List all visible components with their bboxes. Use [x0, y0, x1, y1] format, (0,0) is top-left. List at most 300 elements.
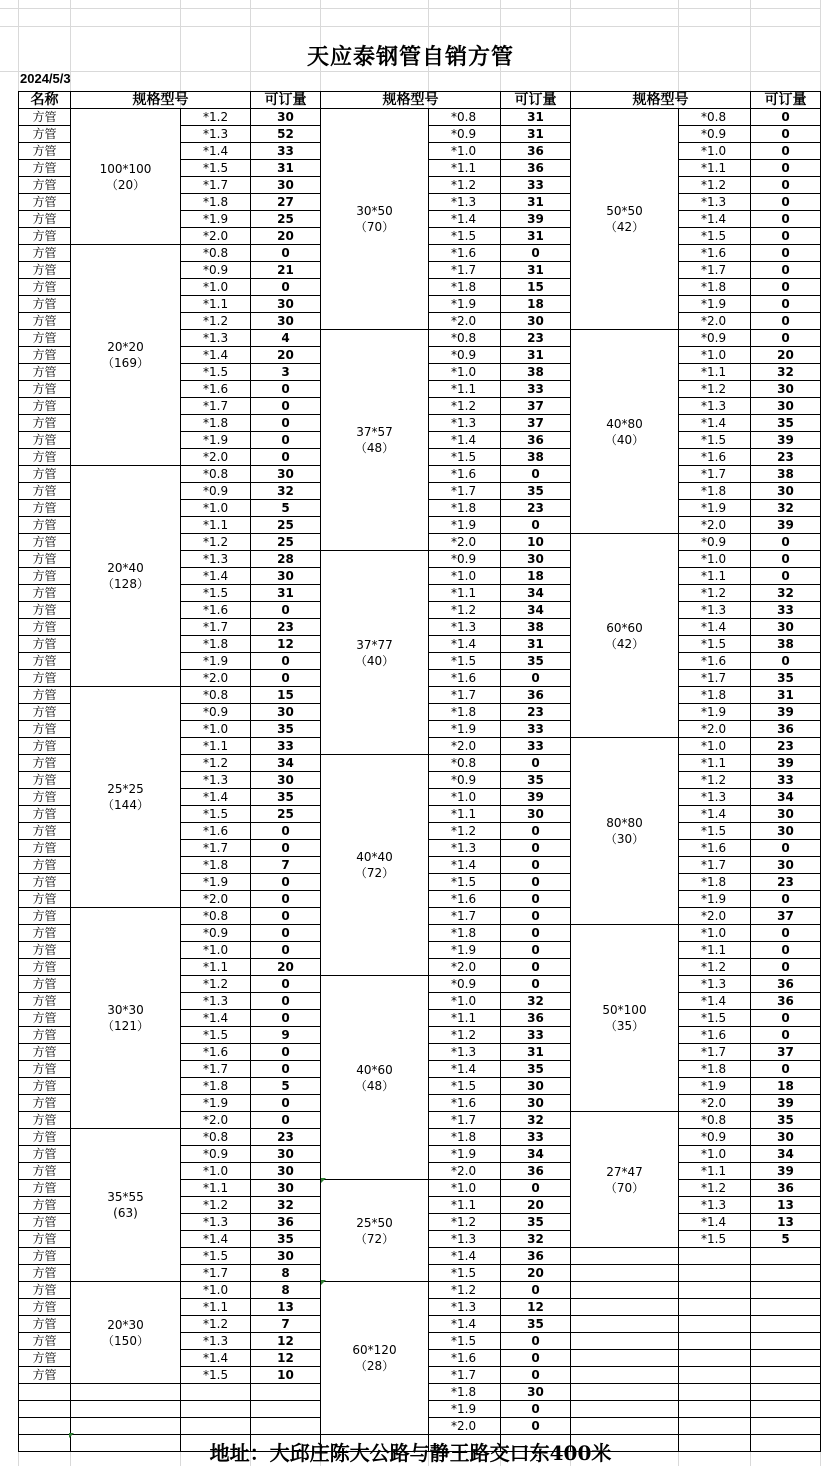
- thickness-cell: *1.3: [181, 1333, 251, 1350]
- quantity-cell: 0: [501, 1418, 571, 1435]
- quantity-cell: 33: [251, 143, 321, 160]
- quantity-cell: 23: [751, 449, 821, 466]
- thickness-cell: *1.9: [429, 942, 501, 959]
- quantity-cell: 25: [251, 211, 321, 228]
- quantity-cell: 32: [501, 1112, 571, 1129]
- quantity-cell: 25: [251, 534, 321, 551]
- item-name-cell: 方管: [19, 585, 71, 602]
- spec-total: （48）: [354, 1078, 395, 1093]
- spec-total: （28）: [354, 1359, 395, 1373]
- quantity-cell: 0: [501, 976, 571, 993]
- quantity-cell: 0: [501, 908, 571, 925]
- spec-total: （42）: [604, 220, 645, 234]
- quantity-cell: 39: [501, 789, 571, 806]
- quantity-cell: 0: [751, 296, 821, 313]
- thickness-cell: *1.6: [429, 466, 501, 483]
- thickness-cell: *1.1: [429, 381, 501, 398]
- item-name-cell: 方管: [19, 296, 71, 313]
- header-spec-2: 规格型号: [321, 92, 501, 109]
- thickness-cell: *2.0: [429, 534, 501, 551]
- quantity-cell: 30: [251, 177, 321, 194]
- thickness-cell: *1.7: [181, 840, 251, 857]
- thickness-cell: *1.6: [679, 245, 751, 262]
- thickness-cell: *1.3: [181, 772, 251, 789]
- spec-size: 80*80: [606, 816, 643, 830]
- thickness-cell: *0.9: [181, 1146, 251, 1163]
- thickness-cell: *1.6: [429, 670, 501, 687]
- thickness-cell: *0.8: [679, 109, 751, 126]
- quantity-cell: 23: [501, 704, 571, 721]
- thickness-cell: *0.9: [181, 704, 251, 721]
- quantity-cell: 0: [251, 925, 321, 942]
- thickness-cell: *1.1: [429, 1197, 501, 1214]
- quantity-cell: 32: [751, 585, 821, 602]
- item-name-cell: 方管: [19, 245, 71, 262]
- table-header-row: [19, 92, 821, 109]
- spec-total: （128）: [102, 577, 149, 591]
- quantity-cell: 32: [501, 993, 571, 1010]
- thickness-cell: *0.9: [429, 772, 501, 789]
- item-name-cell: 方管: [19, 721, 71, 738]
- item-name-cell: 方管: [19, 1010, 71, 1027]
- thickness-cell: *1.5: [181, 1367, 251, 1384]
- thickness-cell: *1.2: [679, 381, 751, 398]
- item-name-cell: 方管: [19, 262, 71, 279]
- thickness-cell: *1.2: [679, 177, 751, 194]
- item-name-cell: 方管: [19, 636, 71, 653]
- quantity-cell: 33: [501, 381, 571, 398]
- quantity-cell: 0: [251, 1010, 321, 1027]
- spec-size: 37*57: [356, 425, 393, 439]
- thickness-cell: *2.0: [429, 1418, 501, 1435]
- thickness-cell: *1.1: [181, 959, 251, 976]
- item-name-cell: 方管: [19, 1248, 71, 1265]
- thickness-cell: *1.0: [429, 568, 501, 585]
- item-name-cell: 方管: [19, 789, 71, 806]
- quantity-cell: 23: [751, 738, 821, 755]
- thickness-cell: *0.8: [181, 908, 251, 925]
- empty-cell: [571, 1299, 679, 1316]
- thickness-cell: *1.9: [679, 500, 751, 517]
- thickness-cell: *1.0: [679, 551, 751, 568]
- quantity-cell: 0: [751, 942, 821, 959]
- quantity-cell: 0: [251, 432, 321, 449]
- quantity-cell: 30: [251, 1163, 321, 1180]
- quantity-cell: 7: [251, 857, 321, 874]
- quantity-cell: 39: [751, 1163, 821, 1180]
- spec-total: (63): [113, 1206, 138, 1220]
- spec-total: （144）: [102, 798, 149, 812]
- quantity-cell: 0: [501, 517, 571, 534]
- address-footer: 地址：大邱庄陈大公路与静王路交口东400米: [209, 1441, 612, 1465]
- quantity-cell: 18: [501, 296, 571, 313]
- quantity-cell: 0: [501, 1180, 571, 1197]
- spec-group-cell: [571, 925, 679, 1112]
- thickness-cell: *1.0: [429, 1180, 501, 1197]
- thickness-cell: *1.7: [679, 857, 751, 874]
- quantity-cell: 34: [501, 602, 571, 619]
- quantity-cell: 31: [501, 347, 571, 364]
- thickness-cell: *1.9: [181, 211, 251, 228]
- quantity-cell: 30: [251, 313, 321, 330]
- thickness-cell: *0.8: [429, 330, 501, 347]
- empty-cell: [571, 1350, 679, 1367]
- item-name-cell: 方管: [19, 398, 71, 415]
- item-name-cell: 方管: [19, 942, 71, 959]
- thickness-cell: *1.0: [181, 500, 251, 517]
- quantity-cell: 38: [501, 364, 571, 381]
- spec-total: （72）: [354, 866, 395, 880]
- spec-group-cell: [71, 687, 181, 908]
- quantity-cell: 36: [501, 160, 571, 177]
- thickness-cell: *2.0: [679, 721, 751, 738]
- quantity-cell: 0: [751, 1010, 821, 1027]
- item-name-cell: 方管: [19, 1061, 71, 1078]
- quantity-cell: 31: [501, 262, 571, 279]
- spec-group-cell: [321, 109, 429, 330]
- quantity-cell: 0: [251, 1044, 321, 1061]
- quantity-cell: 15: [501, 279, 571, 296]
- thickness-cell: *1.3: [679, 789, 751, 806]
- thickness-cell: *1.6: [181, 381, 251, 398]
- thickness-cell: *1.0: [429, 364, 501, 381]
- empty-cell: [571, 1367, 679, 1384]
- thickness-cell: *1.0: [429, 789, 501, 806]
- empty-cell: [251, 1418, 321, 1435]
- item-name-cell: 方管: [19, 1095, 71, 1112]
- thickness-cell: *1.5: [429, 1078, 501, 1095]
- item-name-cell: 方管: [19, 177, 71, 194]
- spec-group-cell: [71, 908, 181, 1129]
- thickness-cell: *1.6: [429, 245, 501, 262]
- quantity-cell: 31: [501, 1044, 571, 1061]
- spec-total: （72）: [354, 1231, 395, 1246]
- quantity-cell: 36: [751, 993, 821, 1010]
- quantity-cell: 37: [751, 908, 821, 925]
- quantity-cell: 0: [751, 534, 821, 551]
- thickness-cell: *1.5: [429, 228, 501, 245]
- thickness-cell: *1.1: [181, 517, 251, 534]
- thickness-cell: *1.4: [181, 1231, 251, 1248]
- empty-cell: [751, 1367, 821, 1384]
- spec-group-cell: [571, 109, 679, 330]
- thickness-cell: *1.0: [181, 279, 251, 296]
- thickness-cell: *1.4: [429, 636, 501, 653]
- quantity-cell: 0: [751, 126, 821, 143]
- spec-size: 25*50: [356, 1215, 393, 1230]
- quantity-cell: 35: [501, 653, 571, 670]
- item-name-cell: 方管: [19, 160, 71, 177]
- quantity-cell: 0: [251, 891, 321, 908]
- spec-group-cell: [571, 534, 679, 738]
- thickness-cell: *2.0: [679, 313, 751, 330]
- thickness-cell: *1.8: [679, 483, 751, 500]
- spec-group-cell: [321, 976, 429, 1180]
- quantity-cell: 0: [501, 755, 571, 772]
- thickness-cell: *1.5: [429, 449, 501, 466]
- header-qty-1: 可订量: [251, 92, 321, 109]
- quantity-cell: 35: [501, 772, 571, 789]
- thickness-cell: *1.1: [429, 160, 501, 177]
- quantity-cell: 0: [251, 1112, 321, 1129]
- quantity-cell: 0: [251, 449, 321, 466]
- item-name-cell: 方管: [19, 228, 71, 245]
- quantity-cell: 30: [251, 1146, 321, 1163]
- quantity-cell: 0: [751, 245, 821, 262]
- quantity-cell: 35: [251, 1231, 321, 1248]
- item-name-cell: 方管: [19, 1350, 71, 1367]
- spec-size: 40*80: [606, 416, 643, 431]
- thickness-cell: *2.0: [181, 670, 251, 687]
- thickness-cell: *1.6: [429, 1095, 501, 1112]
- item-name-cell: 方管: [19, 517, 71, 534]
- thickness-cell: *1.6: [679, 653, 751, 670]
- item-name-cell: 方管: [19, 823, 71, 840]
- thickness-cell: *1.3: [679, 194, 751, 211]
- item-name-cell: [19, 1401, 71, 1418]
- thickness-cell: *1.3: [429, 1044, 501, 1061]
- item-name-cell: [19, 1418, 71, 1435]
- thickness-cell: *1.1: [429, 585, 501, 602]
- quantity-cell: 0: [501, 925, 571, 942]
- thickness-cell: *1.3: [429, 619, 501, 636]
- quantity-cell: 37: [501, 415, 571, 432]
- quantity-cell: 35: [501, 483, 571, 500]
- thickness-cell: *1.9: [181, 1095, 251, 1112]
- thickness-cell: *1.0: [679, 143, 751, 160]
- item-name-cell: 方管: [19, 143, 71, 160]
- thickness-cell: *1.4: [181, 1010, 251, 1027]
- quantity-cell: 13: [751, 1197, 821, 1214]
- thickness-cell: *1.9: [181, 874, 251, 891]
- item-name-cell: 方管: [19, 1044, 71, 1061]
- spec-total: （40）: [604, 432, 645, 447]
- spec-size: 100*100: [99, 161, 152, 176]
- thickness-cell: *0.8: [181, 1129, 251, 1146]
- quantity-cell: 0: [751, 1027, 821, 1044]
- thickness-cell: *1.1: [679, 1163, 751, 1180]
- thickness-cell: *1.2: [181, 109, 251, 126]
- quantity-cell: 37: [751, 1044, 821, 1061]
- thickness-cell: *1.5: [679, 1231, 751, 1248]
- spec-size: 35*55: [107, 1190, 144, 1204]
- quantity-cell: 35: [251, 789, 321, 806]
- item-name-cell: 方管: [19, 313, 71, 330]
- thickness-cell: *1.5: [679, 432, 751, 449]
- spec-group-cell: [321, 330, 429, 551]
- thickness-cell: *1.8: [679, 874, 751, 891]
- thickness-cell: *1.3: [679, 1197, 751, 1214]
- thickness-cell: *1.6: [679, 449, 751, 466]
- thickness-cell: *1.4: [679, 993, 751, 1010]
- thickness-cell: *1.3: [181, 993, 251, 1010]
- empty-cell: [251, 1384, 321, 1401]
- thickness-cell: *1.2: [181, 755, 251, 772]
- spec-size: 30*30: [107, 1003, 144, 1017]
- thickness-cell: *1.4: [429, 1316, 501, 1333]
- thickness-cell: *1.8: [181, 857, 251, 874]
- spec-size: 60*60: [606, 620, 643, 635]
- quantity-cell: 0: [751, 653, 821, 670]
- thickness-cell: *1.5: [181, 585, 251, 602]
- spec-group-cell: [571, 1112, 679, 1248]
- item-name-cell: 方管: [19, 109, 71, 126]
- quantity-cell: 0: [751, 143, 821, 160]
- thickness-cell: *1.6: [429, 1350, 501, 1367]
- item-name-cell: 方管: [19, 381, 71, 398]
- thickness-cell: *0.9: [181, 925, 251, 942]
- quantity-cell: 36: [501, 143, 571, 160]
- thickness-cell: *0.9: [429, 551, 501, 568]
- item-name-cell: 方管: [19, 449, 71, 466]
- thickness-cell: *1.8: [429, 500, 501, 517]
- item-name-cell: 方管: [19, 619, 71, 636]
- thickness-cell: *1.1: [181, 738, 251, 755]
- quantity-cell: 20: [251, 347, 321, 364]
- item-name-cell: 方管: [19, 364, 71, 381]
- item-name-cell: 方管: [19, 704, 71, 721]
- thickness-cell: *1.4: [429, 857, 501, 874]
- quantity-cell: 0: [251, 245, 321, 262]
- thickness-cell: *0.9: [181, 483, 251, 500]
- item-name-cell: 方管: [19, 347, 71, 364]
- thickness-cell: *1.2: [679, 585, 751, 602]
- empty-cell: [571, 1384, 679, 1401]
- spec-group-cell: [571, 738, 679, 925]
- quantity-cell: 30: [751, 381, 821, 398]
- quantity-cell: 31: [501, 228, 571, 245]
- quantity-cell: 0: [751, 568, 821, 585]
- thickness-cell: *1.1: [429, 806, 501, 823]
- quantity-cell: 10: [501, 534, 571, 551]
- thickness-cell: *1.9: [429, 296, 501, 313]
- item-name-cell: 方管: [19, 857, 71, 874]
- thickness-cell: *1.7: [429, 1367, 501, 1384]
- thickness-cell: *1.4: [679, 415, 751, 432]
- thickness-cell: *1.5: [679, 228, 751, 245]
- quantity-cell: 31: [251, 160, 321, 177]
- spec-total: （40）: [354, 653, 395, 668]
- thickness-cell: *1.7: [679, 670, 751, 687]
- spec-size: 50*50: [606, 204, 643, 218]
- quantity-cell: 33: [501, 1027, 571, 1044]
- quantity-cell: 0: [751, 109, 821, 126]
- thickness-cell: *1.8: [429, 279, 501, 296]
- quantity-cell: 30: [751, 398, 821, 415]
- quantity-cell: 33: [501, 738, 571, 755]
- quantity-cell: 0: [501, 874, 571, 891]
- thickness-cell: *1.4: [679, 211, 751, 228]
- thickness-cell: *1.5: [181, 1027, 251, 1044]
- thickness-cell: *1.3: [429, 1231, 501, 1248]
- empty-cell: [71, 1384, 181, 1401]
- thickness-cell: *1.9: [679, 1078, 751, 1095]
- empty-cell: [679, 1316, 751, 1333]
- quantity-cell: 36: [501, 1248, 571, 1265]
- thickness-cell: *1.1: [181, 1299, 251, 1316]
- quantity-cell: 31: [251, 585, 321, 602]
- quantity-cell: 4: [251, 330, 321, 347]
- empty-cell: [679, 1401, 751, 1418]
- quantity-cell: 36: [501, 687, 571, 704]
- spec-size: 37*77: [356, 637, 393, 652]
- thickness-cell: *2.0: [429, 1163, 501, 1180]
- empty-cell: [751, 1333, 821, 1350]
- thickness-cell: *0.8: [679, 1112, 751, 1129]
- thickness-cell: *2.0: [181, 891, 251, 908]
- thickness-cell: *1.5: [429, 653, 501, 670]
- empty-cell: [679, 1248, 751, 1265]
- quantity-cell: 0: [251, 908, 321, 925]
- quantity-cell: 0: [251, 823, 321, 840]
- quantity-cell: 32: [751, 500, 821, 517]
- thickness-cell: *1.5: [429, 1333, 501, 1350]
- quantity-cell: 30: [501, 1095, 571, 1112]
- quantity-cell: 13: [751, 1214, 821, 1231]
- quantity-cell: 23: [251, 619, 321, 636]
- quantity-cell: 34: [751, 789, 821, 806]
- empty-cell: [181, 1384, 251, 1401]
- thickness-cell: *1.2: [181, 1197, 251, 1214]
- table-row: [19, 1282, 821, 1299]
- thickness-cell: *1.7: [181, 1061, 251, 1078]
- quantity-cell: 0: [751, 211, 821, 228]
- thickness-cell: *1.0: [679, 925, 751, 942]
- thickness-cell: *1.2: [679, 772, 751, 789]
- thickness-cell: *2.0: [429, 738, 501, 755]
- header-spec-1: 规格型号: [71, 92, 251, 109]
- quantity-cell: 32: [751, 364, 821, 381]
- quantity-cell: 35: [751, 415, 821, 432]
- quantity-cell: 30: [501, 313, 571, 330]
- quantity-cell: 30: [751, 823, 821, 840]
- thickness-cell: *1.0: [679, 738, 751, 755]
- thickness-cell: *1.9: [679, 891, 751, 908]
- item-name-cell: 方管: [19, 1231, 71, 1248]
- quantity-cell: 23: [251, 1129, 321, 1146]
- thickness-cell: *1.4: [181, 347, 251, 364]
- thickness-cell: *1.2: [679, 1180, 751, 1197]
- quantity-cell: 0: [251, 670, 321, 687]
- quantity-cell: 52: [251, 126, 321, 143]
- quantity-cell: 36: [501, 1010, 571, 1027]
- thickness-cell: *0.8: [429, 755, 501, 772]
- thickness-cell: *1.1: [181, 1180, 251, 1197]
- item-name-cell: 方管: [19, 755, 71, 772]
- empty-cell: [751, 1384, 821, 1401]
- spec-group-cell: [71, 1282, 181, 1384]
- item-name-cell: 方管: [19, 687, 71, 704]
- header-qty-3: 可订量: [751, 92, 821, 109]
- thickness-cell: *1.8: [679, 687, 751, 704]
- quantity-cell: 20: [751, 347, 821, 364]
- quantity-cell: 0: [751, 959, 821, 976]
- spec-size: 40*40: [356, 850, 393, 864]
- empty-cell: [751, 1282, 821, 1299]
- quantity-cell: 23: [501, 500, 571, 517]
- quantity-cell: 30: [501, 551, 571, 568]
- quantity-cell: 5: [251, 1078, 321, 1095]
- quantity-cell: 0: [751, 330, 821, 347]
- quantity-cell: 0: [501, 245, 571, 262]
- empty-cell: [571, 1265, 679, 1282]
- quantity-cell: 0: [251, 602, 321, 619]
- quantity-cell: 0: [751, 228, 821, 245]
- spec-size: 20*30: [107, 1317, 144, 1332]
- quantity-cell: 39: [751, 432, 821, 449]
- quantity-cell: 0: [251, 653, 321, 670]
- thickness-cell: *1.7: [429, 908, 501, 925]
